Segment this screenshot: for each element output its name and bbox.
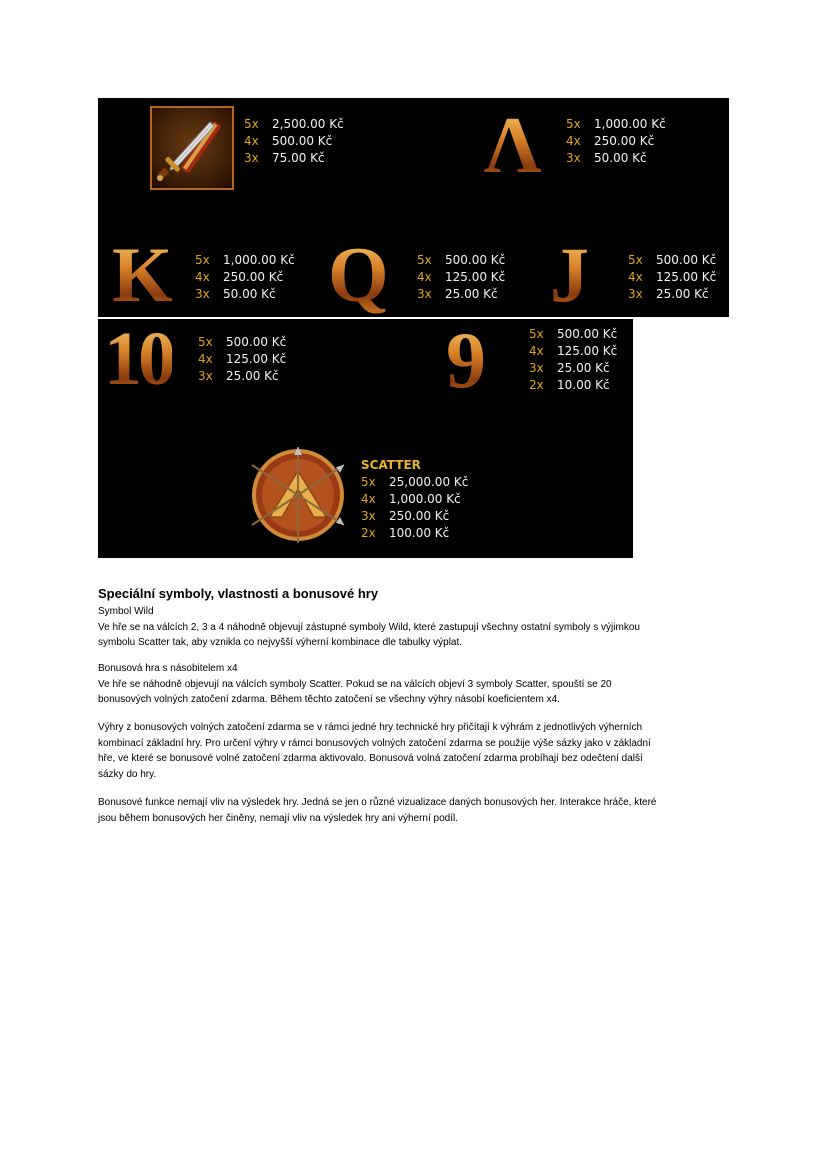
- payout-amount: 500.00 Kč: [272, 134, 333, 148]
- j-symbol: J: [550, 231, 589, 318]
- payout-row: [566, 150, 666, 167]
- multiplier: 4x: [417, 270, 432, 284]
- multiplier: 5x: [417, 253, 432, 267]
- wild-heading: Symbol Wild: [98, 606, 154, 617]
- payout-amount: 500.00 Kč: [226, 335, 287, 349]
- payout-row: [361, 474, 468, 491]
- multiplier: 5x: [566, 117, 581, 131]
- payout-amount: 75.00 Kč: [272, 151, 325, 165]
- text-line: Bonusové funkce nemají vliv na výsledek hry. Jedná se jen o různé vizualizace daných bonusových her. Interakce hráče, které: [98, 797, 657, 808]
- payout-amount: 50.00 Kč: [223, 287, 276, 301]
- payout-amount: 500.00 Kč: [656, 253, 717, 267]
- payout-amount: 500.00 Kč: [557, 327, 618, 341]
- payout-row: [361, 508, 468, 525]
- multiplier: 2x: [361, 526, 376, 540]
- scatter-label: SCATTER: [361, 458, 421, 472]
- nine-payouts: [529, 326, 617, 394]
- multiplier: 4x: [566, 134, 581, 148]
- multiplier: 4x: [628, 270, 643, 284]
- multiplier: 3x: [244, 151, 259, 165]
- payout-row: [244, 116, 344, 133]
- payout-row: [361, 525, 468, 542]
- ten-symbol: 10: [104, 317, 172, 401]
- sword-icon: [152, 108, 232, 188]
- multiplier: 4x: [195, 270, 210, 284]
- payout-row: [529, 360, 617, 377]
- wild-paragraph: [98, 604, 728, 651]
- payout-amount: 125.00 Kč: [445, 270, 506, 284]
- text-line: Ve hře se náhodně objevují na válcích symboly Scatter. Pokud se na válcích objeví 3 symboly Scatter, spouští se 20: [98, 678, 612, 690]
- multiplier: 3x: [529, 361, 544, 375]
- sword-symbol: [150, 106, 234, 190]
- multiplier: 3x: [361, 509, 376, 523]
- payout-amount: 50.00 Kč: [594, 151, 647, 165]
- payout-amount: 250.00 Kč: [594, 134, 655, 148]
- payout-row: [529, 377, 617, 394]
- payout-row: [195, 269, 295, 286]
- paytable-panel-bottom: [98, 319, 633, 558]
- q-symbol: Q: [328, 231, 389, 318]
- payout-row: [566, 133, 666, 150]
- multiplier: 5x: [361, 475, 376, 489]
- payout-amount: 1,000.00 Kč: [594, 117, 666, 131]
- payout-row: [566, 116, 666, 133]
- payout-amount: 125.00 Kč: [557, 344, 618, 358]
- multiplier: 5x: [198, 335, 213, 349]
- payout-row: [198, 351, 286, 368]
- bonus-paragraph: [98, 661, 728, 708]
- payout-amount: 1,000.00 Kč: [223, 253, 295, 267]
- nine-symbol: 9: [446, 317, 486, 405]
- payout-amount: 25.00 Kč: [226, 369, 279, 383]
- text-line: Výhry z bonusových volných zatočení zdarma se v rámci jedné hry technické hry přičítají k výhrám z jednotlivých výherních: [98, 722, 643, 733]
- multiplier: 3x: [195, 287, 210, 301]
- payout-row: [417, 269, 505, 286]
- multiplier: 5x: [529, 327, 544, 341]
- payout-row: [195, 286, 295, 303]
- payout-amount: 2,500.00 Kč: [272, 117, 344, 131]
- k-payouts: [195, 252, 295, 303]
- payout-row: [529, 326, 617, 343]
- text-line: kombinací základní hry. Pro určení výhry v rámci bonusových volných zatočení zdarma se použije výše sázky jako v základní: [98, 737, 651, 749]
- text-line: symbolu Scatter tak, aby vznikla co nejvyšší výherní kombinace dle tabulky výplat.: [98, 637, 463, 648]
- q-payouts: [417, 252, 505, 303]
- multiplier: 3x: [566, 151, 581, 165]
- payout-amount: 500.00 Kč: [445, 253, 506, 267]
- section-title: Speciální symboly, vlastnosti a bonusové hry: [98, 586, 379, 601]
- payout-row: [361, 491, 468, 508]
- payout-row: [628, 252, 716, 269]
- multiplier: 5x: [628, 253, 643, 267]
- multiplier: 3x: [417, 287, 432, 301]
- multiplier: 4x: [361, 492, 376, 506]
- payout-row: [244, 150, 344, 167]
- multiplier: 4x: [529, 344, 544, 358]
- payout-row: [198, 368, 286, 385]
- multiplier: 5x: [244, 117, 259, 131]
- text-line: sázky do hry.: [98, 768, 157, 780]
- payout-amount: 1,000.00 Kč: [389, 492, 461, 506]
- multiplier: 3x: [198, 369, 213, 383]
- shield-icon: [248, 445, 348, 545]
- lambda-symbol: Λ: [484, 102, 542, 190]
- text-line: bonusových volných zatočení zdarma. Během těchto zatočení se všechny výhry násobí koeficientem x4.: [98, 694, 560, 705]
- lambda-payouts: [566, 116, 666, 167]
- ten-payouts: [198, 334, 286, 385]
- k-symbol: K: [112, 231, 173, 318]
- paytable-panel-top: [98, 98, 729, 317]
- payout-amount: 250.00 Kč: [223, 270, 284, 284]
- wins-paragraph: [98, 720, 728, 782]
- payout-row: [417, 286, 505, 303]
- payout-row: [529, 343, 617, 360]
- payout-row: [417, 252, 505, 269]
- features-paragraph: [98, 795, 728, 826]
- multiplier: 3x: [628, 287, 643, 301]
- sword-payouts: [244, 116, 344, 167]
- text-line: jsou během bonusových her činěny, nemají vliv na výsledek hry ani výherní podíl.: [98, 812, 459, 824]
- payout-amount: 10.00 Kč: [557, 378, 610, 392]
- payout-row: [195, 252, 295, 269]
- payout-amount: 250.00 Kč: [389, 509, 450, 523]
- multiplier: 5x: [195, 253, 210, 267]
- payout-row: [628, 269, 716, 286]
- multiplier: 4x: [198, 352, 213, 366]
- scatter-payouts: [361, 457, 468, 542]
- payout-amount: 25,000.00 Kč: [389, 475, 469, 489]
- payout-amount: 25.00 Kč: [445, 287, 498, 301]
- text-line: hře, ve které se bonusové volné zatočení zdarma aktivovalo. Bonusová volná zatočení zdarma probíhají bez odečtení další: [98, 753, 643, 764]
- payout-amount: 125.00 Kč: [226, 352, 287, 366]
- payout-amount: 25.00 Kč: [557, 361, 610, 375]
- j-payouts: [628, 252, 716, 303]
- text-line: Ve hře se na válcích 2, 3 a 4 náhodně objevují zástupné symboly Wild, které zastupují všechny ostatní symboly s výjimkou: [98, 621, 640, 633]
- payout-row: [198, 334, 286, 351]
- payout-amount: 100.00 Kč: [389, 526, 450, 540]
- bonus-heading: Bonusová hra s násobitelem x4: [98, 663, 238, 674]
- payout-amount: 125.00 Kč: [656, 270, 717, 284]
- payout-row: [628, 286, 716, 303]
- payout-row: [244, 133, 344, 150]
- payout-amount: 25.00 Kč: [656, 287, 709, 301]
- multiplier: 2x: [529, 378, 544, 392]
- multiplier: 4x: [244, 134, 259, 148]
